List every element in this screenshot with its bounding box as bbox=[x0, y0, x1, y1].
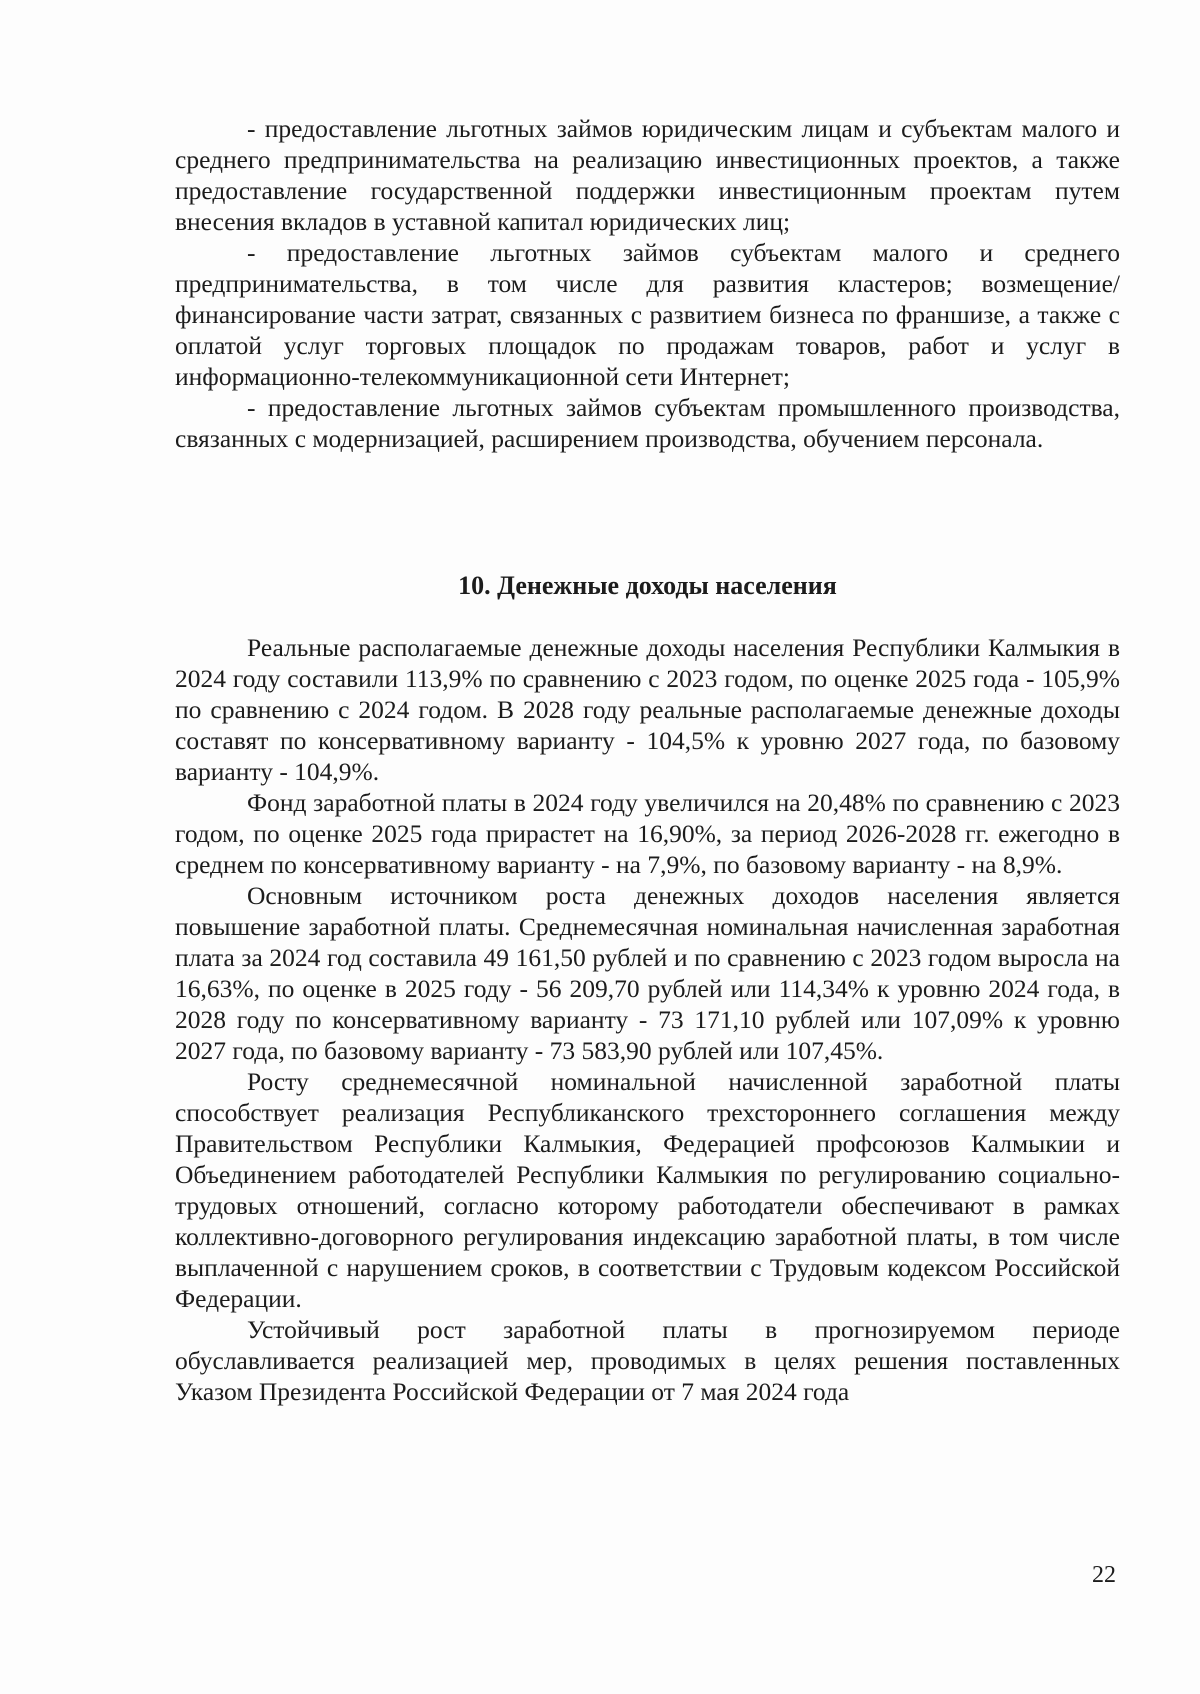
paragraph: Фонд заработной платы в 2024 году увеличился на 20,48% по сравнению с 2023 годом, по оценке 2025 года прирастет на 16,90%, за период 2026-2028 гг. ежегодно в среднем по консервативному варианту - на 7,9%, по базовому варианту - на 8,9%. bbox=[175, 788, 1120, 879]
list-item: - предоставление льготных займов субъектам промышленного производства, связанных с модернизацией, расширением производства, обучением персонала. bbox=[175, 393, 1120, 453]
section-heading: 10. Денежные доходы населения bbox=[458, 571, 837, 600]
support-measures-list bbox=[175, 113, 1120, 454]
section-body bbox=[175, 632, 1120, 1407]
list-item: - предоставление льготных займов юридическим лицам и субъектам малого и среднего предпринимательства на реализацию инвестиционных проектов, а также предоставление государственной поддержки инвестиционным проектам путем внесения вкладов в уставной капитал юридических лиц; bbox=[175, 114, 1120, 236]
paragraph: Устойчивый рост заработной платы в прогнозируемом периоде обуславливается реализацией мер, проводимых в целях решения поставленных Указом Президента Российской Федерации от 7 мая 2024 года bbox=[175, 1315, 1120, 1406]
list-item: - предоставление льготных займов субъектам малого и среднего предпринимательства, в том числе для развития кластеров; возмещение/финансирование части затрат, связанных с развитием бизнеса по франшизе, а также с оплатой услуг торговых площадок по продажам товаров, работ и услуг в информационно-телекоммуникационной сети Интернет; bbox=[175, 238, 1120, 391]
paragraph: Реальные располагаемые денежные доходы населения Республики Калмыкия в 2024 году составили 113,9% по сравнению с 2023 годом, по оценке 2025 года - 105,9% по сравнению с 2024 годом. В 2028 году реальные располагаемые денежные доходы составят по консервативному варианту - 104,5% к уровню 2027 года, по базовому варианту - 104,9%. bbox=[175, 633, 1120, 786]
paragraph: Основным источником роста денежных доходов населения является повышение заработной платы. Среднемесячная номинальная начисленная заработная плата за 2024 год составила 49 161,50 рублей и по сравнению с 2023 годом выросла на 16,63%, по оценке в 2025 году - 56 209,70 рублей или 114,34% к уровню 2024 года, в 2028 году по консервативному варианту - 73 171,10 рублей или 107,09% к уровню 2027 года, по базовому варианту - 73 583,90 рублей или 107,45%. bbox=[175, 881, 1120, 1065]
page-number: 22 bbox=[1092, 1562, 1116, 1588]
paragraph: Росту среднемесячной номинальной начисленной заработной платы способствует реализация Республиканского трехстороннего соглашения между Правительством Республики Калмыкия, Федерацией профсоюзов Калмыкии и Объединением работодателей Республики Калмыкия по регулированию социально-трудовых отношений, согласно которому работодатели обеспечивают в рамках коллективно-договорного регулирования индексацию заработной платы, в том числе выплаченной с нарушением сроков, в соответствии с Трудовым кодексом Российской Федерации. bbox=[175, 1067, 1120, 1313]
